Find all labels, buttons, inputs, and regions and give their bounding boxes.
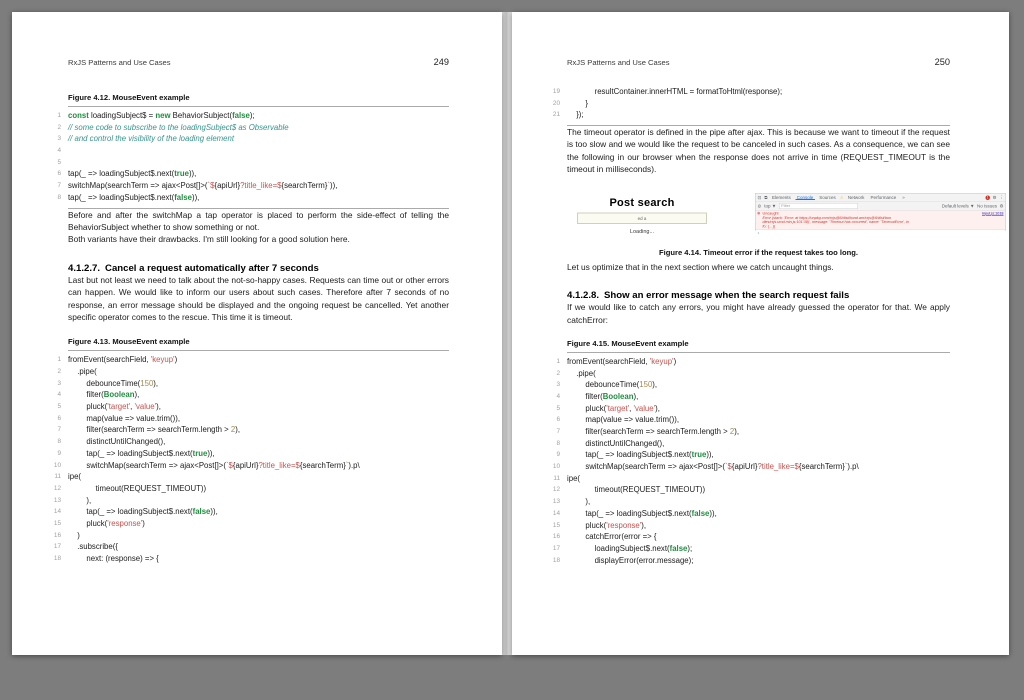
line-number: 6	[57, 414, 61, 422]
console-error-line: fo: {…}}	[762, 223, 776, 229]
paragraph: Let us optimize that in the next section where we catch uncaught things.	[567, 261, 834, 272]
code-line: 1 const loadingSubject$ = new BehaviorSubject(false);	[68, 110, 449, 122]
line-number: 4	[57, 147, 61, 155]
line-number: 3	[556, 381, 560, 389]
figure-caption-412: Figure 4.12. MouseEvent example	[68, 93, 190, 102]
line-number: 6	[556, 416, 560, 424]
devtools-tab-elements: Elements	[771, 194, 791, 200]
line-number: 8	[57, 193, 61, 201]
line-number: 13	[552, 498, 560, 506]
devtools-tab-bar	[756, 193, 1006, 202]
code-line: 11 ipe(	[68, 471, 449, 483]
code-line: 10 switchMap(searchTerm => ajax<Post[]>(`${apiUrl}?title_like=${searchTerm}`).p\	[68, 460, 449, 472]
line-number: 6	[57, 170, 61, 178]
page-number: 249	[433, 57, 449, 67]
code-line: 16 )	[68, 530, 449, 542]
code-line: 4 filter(Boolean),	[567, 391, 950, 403]
line-number: 1	[57, 112, 61, 119]
code-block-fig415	[552, 352, 950, 566]
code-line: 6 tap(_ => loadingSubject$.next(true)),	[68, 168, 449, 180]
code-line	[57, 145, 449, 157]
devtools-tab-performance: Performance	[870, 194, 897, 200]
code-line: 21 });	[567, 109, 950, 121]
line-number: 13	[53, 496, 61, 504]
search-demo-title: Post search	[609, 195, 675, 209]
line-number: 9	[556, 451, 560, 459]
search-demo-loading-text: Loading...	[629, 228, 655, 235]
code-line: 7 filter(searchTerm => searchTerm.length > 2),	[68, 424, 449, 436]
line-number: 20	[552, 99, 560, 107]
paragraph: Before and after the switchMap a tap operator is placed to perform the side-effect of telling the BehaviorSubject whether to show something or not.	[68, 209, 449, 232]
section-title: Show an error message when the search request fails	[604, 290, 850, 302]
figure-caption-414: Figure 4.14. Timeout error if the request takes too long.	[658, 247, 859, 257]
code-line: 7 switchMap(searchTerm => ajax<Post[]>(`${apiUrl}?title_like=${searchTerm}`)),	[68, 180, 449, 192]
search-demo-screenshot	[567, 196, 717, 240]
devtools-screenshot	[755, 193, 1006, 236]
devtools-tab-console: Console	[796, 194, 814, 200]
console-error-line: Uncaught	[762, 210, 779, 216]
console-prompt: ›	[757, 230, 759, 236]
line-number: 3	[57, 135, 61, 143]
console-levels-dropdown: Default levels ▼	[941, 203, 975, 209]
console-error-message	[756, 210, 1006, 230]
devtools-tab-overflow: »	[902, 194, 905, 200]
gear-icon: ⚙	[992, 194, 997, 200]
code-line: 17 loadingSubject$.next(false);	[567, 543, 950, 555]
code-line: 15 pluck('response')	[68, 518, 449, 530]
line-number: 5	[57, 158, 61, 166]
figure-caption-415: Figure 4.15. MouseEvent example	[567, 338, 689, 348]
code-block-fig412	[57, 106, 449, 209]
code-line: 20 }	[567, 98, 950, 110]
code-line: 3 debounceTime(150),	[68, 378, 449, 390]
line-number: 11	[553, 474, 560, 482]
line-number: 12	[53, 484, 61, 492]
running-header	[68, 57, 449, 67]
devtools-console-toolbar	[756, 202, 1006, 211]
section-heading-4127	[68, 263, 449, 274]
code-line: 7 filter(searchTerm => searchTerm.length > 2),	[567, 426, 950, 438]
running-title: RxJS Patterns and Use Cases	[68, 58, 171, 67]
line-number: 1	[57, 356, 61, 364]
console-error-line: dles/rxjs.umd.min.js:101:38)', message: 'Timeout has occurred', name: 'TimeoutError', in	[762, 219, 909, 224]
line-number: 10	[552, 463, 560, 471]
code-line: 14 tap(_ => loadingSubject$.next(false)),	[567, 508, 950, 520]
issues-counter: No Issues	[976, 203, 997, 209]
code-block-fig413	[53, 350, 449, 564]
code-line: 15 pluck('response'),	[567, 520, 950, 532]
page-number: 250	[934, 57, 950, 67]
kebab-menu-icon: ⋮	[999, 194, 1004, 200]
line-number: 8	[57, 438, 61, 446]
code-line: 3 // and control the visibility of the loading element	[68, 133, 449, 145]
code-line: 8 distinctUntilChanged(),	[68, 436, 449, 448]
line-number: 14	[552, 509, 560, 517]
page-left	[12, 12, 502, 655]
figure-414-image	[567, 193, 1004, 239]
line-number: 16	[552, 533, 560, 541]
code-line: 6 map(value => value.trim()),	[68, 413, 449, 425]
code-line: 14 tap(_ => loadingSubject$.next(false)),	[68, 506, 449, 518]
code-line: 4 filter(Boolean),	[68, 389, 449, 401]
paragraph: If we would like to catch any errors, you might have already guessed the operator for that. We apply catchError:	[567, 302, 950, 325]
inspect-icon: ⊡	[757, 194, 762, 200]
line-number: 17	[552, 544, 560, 552]
code-line: 9 tap(_ => loadingSubject$.next(true)),	[68, 448, 449, 460]
code-line: 1 fromEvent(searchField, 'keyup')	[68, 354, 449, 366]
line-number: 15	[53, 519, 61, 527]
devtools-console-output	[756, 210, 1006, 236]
line-number: 2	[57, 123, 61, 131]
code-line: 12 timeout(REQUEST_TIMEOUT))	[68, 483, 449, 495]
code-line: 8 tap(_ => loadingSubject$.next(false)),	[68, 192, 449, 204]
code-line: 10 switchMap(searchTerm => ajax<Post[]>(`${apiUrl}?title_like=${searchTerm}`).p\	[567, 461, 950, 473]
code-line: 18 next: (response) => {	[68, 553, 449, 565]
code-block-continued	[552, 83, 950, 126]
line-number: 12	[552, 486, 560, 494]
error-circle-icon: ⊗	[757, 210, 761, 216]
code-line: 6 map(value => value.trim()),	[567, 414, 950, 426]
devtools-tab-sources: Sources	[819, 194, 836, 200]
code-line: 17 .subscribe({	[68, 541, 449, 553]
console-context-selector: top ▼	[764, 203, 777, 209]
code-line: 16 catchError(error => {	[567, 531, 950, 543]
search-demo-input-value: ed a	[637, 215, 647, 221]
code-line: 3 debounceTime(150),	[567, 379, 950, 391]
line-number: 7	[57, 426, 61, 434]
line-number: 8	[556, 439, 560, 447]
code-line: 8 distinctUntilChanged(),	[567, 438, 950, 450]
line-number: 11	[54, 473, 61, 481]
line-number: 18	[552, 556, 560, 564]
page-right	[512, 12, 1009, 655]
line-number: 17	[53, 543, 61, 551]
code-line: 5 pluck('target', 'value'),	[567, 403, 950, 415]
section-number: 4.1.2.7.	[68, 262, 101, 274]
paragraph: Last but not least we need to talk about the not-so-happy cases. Requests can time out or other errors can happen. We would like to inform our users about such cases. Therefore after 7 seconds of no response, an error message should be displayed and the ongoing request be cancelled. Yet another specific operator comes to the rescue. This time it is timeout.	[68, 274, 449, 322]
section-heading-4128	[567, 290, 950, 301]
line-number: 7	[57, 182, 61, 190]
warning-icon: ⚠	[840, 195, 844, 200]
code-line: 11 ipe(	[567, 473, 950, 485]
code-line: 5 pluck('target', 'value'),	[68, 401, 449, 413]
devtools-tab-network: Network	[847, 194, 865, 200]
line-number: 9	[57, 449, 61, 457]
line-number: 2	[57, 368, 61, 376]
line-number: 10	[53, 461, 61, 469]
paragraph: Both variants have their drawbacks. I'm still looking for a good solution here.	[68, 234, 350, 245]
code-line: 13 ),	[567, 496, 950, 508]
line-number: 4	[57, 391, 61, 399]
code-line: 9 tap(_ => loadingSubject$.next(true)),	[567, 449, 950, 461]
code-line: 19 resultContainer.innerHTML = formatToHtml(response);	[567, 86, 950, 98]
running-header	[567, 57, 950, 67]
section-title: Cancel a request automatically after 7 seconds	[105, 262, 319, 274]
code-line: 13 ),	[68, 495, 449, 507]
line-number: 18	[53, 555, 61, 563]
console-error-source-link: Input.js:1018	[982, 210, 1004, 216]
section-number: 4.1.2.8.	[567, 290, 600, 302]
device-toolbar-icon: ⧉	[764, 194, 768, 200]
console-filter-input: Filter	[779, 203, 858, 209]
console-error-line: Error {stack: 'Error: at https://unpkg.com/rxjs@6/dist/bund.am/rxjs@6/dist/bun	[762, 214, 892, 220]
code-line: 18 displayError(error.message);	[567, 555, 950, 567]
line-number: 5	[57, 403, 61, 411]
code-line	[57, 157, 449, 169]
line-number: 4	[556, 392, 560, 400]
code-line: 1 fromEvent(searchField, 'keyup')	[567, 356, 950, 368]
line-number: 7	[556, 428, 560, 436]
clear-console-icon: ⊘	[757, 202, 762, 208]
search-demo-input	[577, 212, 707, 224]
line-number: 1	[556, 357, 560, 365]
running-title: RxJS Patterns and Use Cases	[567, 58, 670, 67]
code-line: 2 .pipe(	[68, 366, 449, 378]
paragraph: The timeout operator is defined in the pipe after ajax. This is because we want to timeout if the request is too slow and we would like the request to be canceled in such cases. As a consequence, we can see the following in our browser when the response does not arrive in time (REQUEST_TIMEOUT is the timeout in milliseconds).	[567, 127, 950, 175]
line-number: 14	[53, 508, 61, 516]
figure-caption-413: Figure 4.13. MouseEvent example	[68, 337, 190, 347]
console-settings-icon: ⚙	[999, 202, 1004, 208]
line-number: 15	[552, 521, 560, 529]
code-line: 2 .pipe(	[567, 368, 950, 380]
code-line: 12 timeout(REQUEST_TIMEOUT))	[567, 484, 950, 496]
line-number: 21	[552, 111, 560, 119]
line-number: 16	[53, 531, 61, 539]
line-number: 3	[57, 379, 61, 387]
line-number: 5	[556, 404, 560, 412]
code-line: 2 // some code to subscribe to the loadingSubject$ as Observable	[68, 122, 449, 134]
error-count-badge: 1	[986, 195, 989, 199]
line-number: 19	[552, 88, 560, 95]
line-number: 2	[556, 369, 560, 377]
